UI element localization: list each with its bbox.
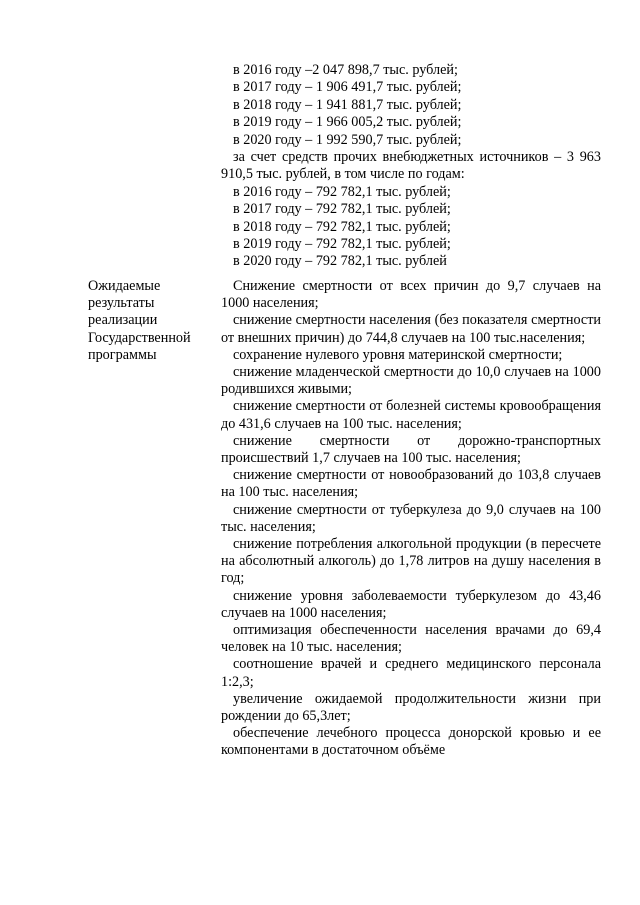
result-item: увеличение ожидаемой продолжительности жизни при рождении до 65,3лет; [221, 690, 601, 725]
budget-by-year-other [221, 184, 601, 271]
result-item: снижение уровня заболеваемости туберкулезом до 43,46 случаев на 1000 населения; [221, 587, 601, 621]
budget-line: в 2017 году – 792 782,1 тыс. рублей; [233, 201, 451, 218]
budget-line: в 2018 году – 792 782,1 тыс. рублей; [233, 218, 451, 235]
result-item: снижение младенческой смертности до 10,0 случаев на 1000 родившихся живыми; [221, 364, 601, 398]
result-item: соотношение врачей и среднего медицинского персонала 1:2,3; [221, 656, 601, 690]
other-sources-paragraph: за счет средств прочих внебюджетных источников – 3 963 910,5 тыс. рублей, в том числе по годам: [221, 149, 601, 183]
result-item: снижение потребления алкогольной продукции (в пересчете на абсолютный алкоголь) до 1,78 литров на душу населения в год; [221, 536, 601, 587]
expected-results-label [88, 278, 208, 364]
result-item: оптимизация обеспеченности населения врачами до 69,4 человек на 10 тыс. населения; [221, 622, 601, 656]
budget-line: в 2018 году – 1 941 881,7 тыс. рублей; [233, 96, 462, 113]
budget-line: в 2016 году –2 047 898,7 тыс. рублей; [233, 62, 458, 78]
result-item: сохранение нулевого уровня материнской смертности; [233, 346, 563, 363]
budget-line: в 2020 году – 792 782,1 тыс. рублей [233, 253, 447, 270]
result-item: снижение смертности от дорожно-транспортных происшествий 1,7 случаев на 100 тыс. населения; [221, 432, 601, 467]
budget-by-year-top [221, 62, 601, 149]
label-line: реализации [88, 312, 158, 329]
label-line: программы [88, 346, 157, 363]
label-line: Государственной [88, 329, 191, 346]
budget-line: в 2019 году – 792 782,1 тыс. рублей; [233, 236, 451, 253]
budget-line: в 2020 году – 1 992 590,7 тыс. рублей; [233, 131, 462, 148]
result-item: снижение смертности от туберкулеза до 9,0 случаев на 100 тыс. населения; [221, 501, 601, 535]
budget-line: в 2019 году – 1 966 005,2 тыс. рублей; [233, 114, 462, 131]
label-line: Ожидаемые [88, 278, 161, 294]
expected-results-list [221, 278, 601, 760]
funding-section [221, 62, 601, 271]
result-item: снижение смертности от болезней системы кровообращения до 431,6 случаев на 100 тыс. населения; [221, 398, 601, 432]
label-line: результаты [88, 295, 155, 312]
result-item: Снижение смертности от всех причин до 9,7 случаев на 1000 населения; [221, 278, 601, 312]
result-item: снижение смертности от новообразований до 103,8 случаев на 100 тыс. населения; [221, 467, 601, 501]
budget-line: в 2017 году – 1 906 491,7 тыс. рублей; [233, 79, 462, 96]
result-item: обеспечение лечебного процесса донорской кровью и ее компонентами в достаточном объёме [221, 725, 601, 759]
budget-line: в 2016 году – 792 782,1 тыс. рублей; [233, 183, 451, 200]
result-item: снижение смертности населения (без показателя смертности от внешних причин) до 744,8 случаев на 100 тыс.населения; [221, 312, 601, 346]
